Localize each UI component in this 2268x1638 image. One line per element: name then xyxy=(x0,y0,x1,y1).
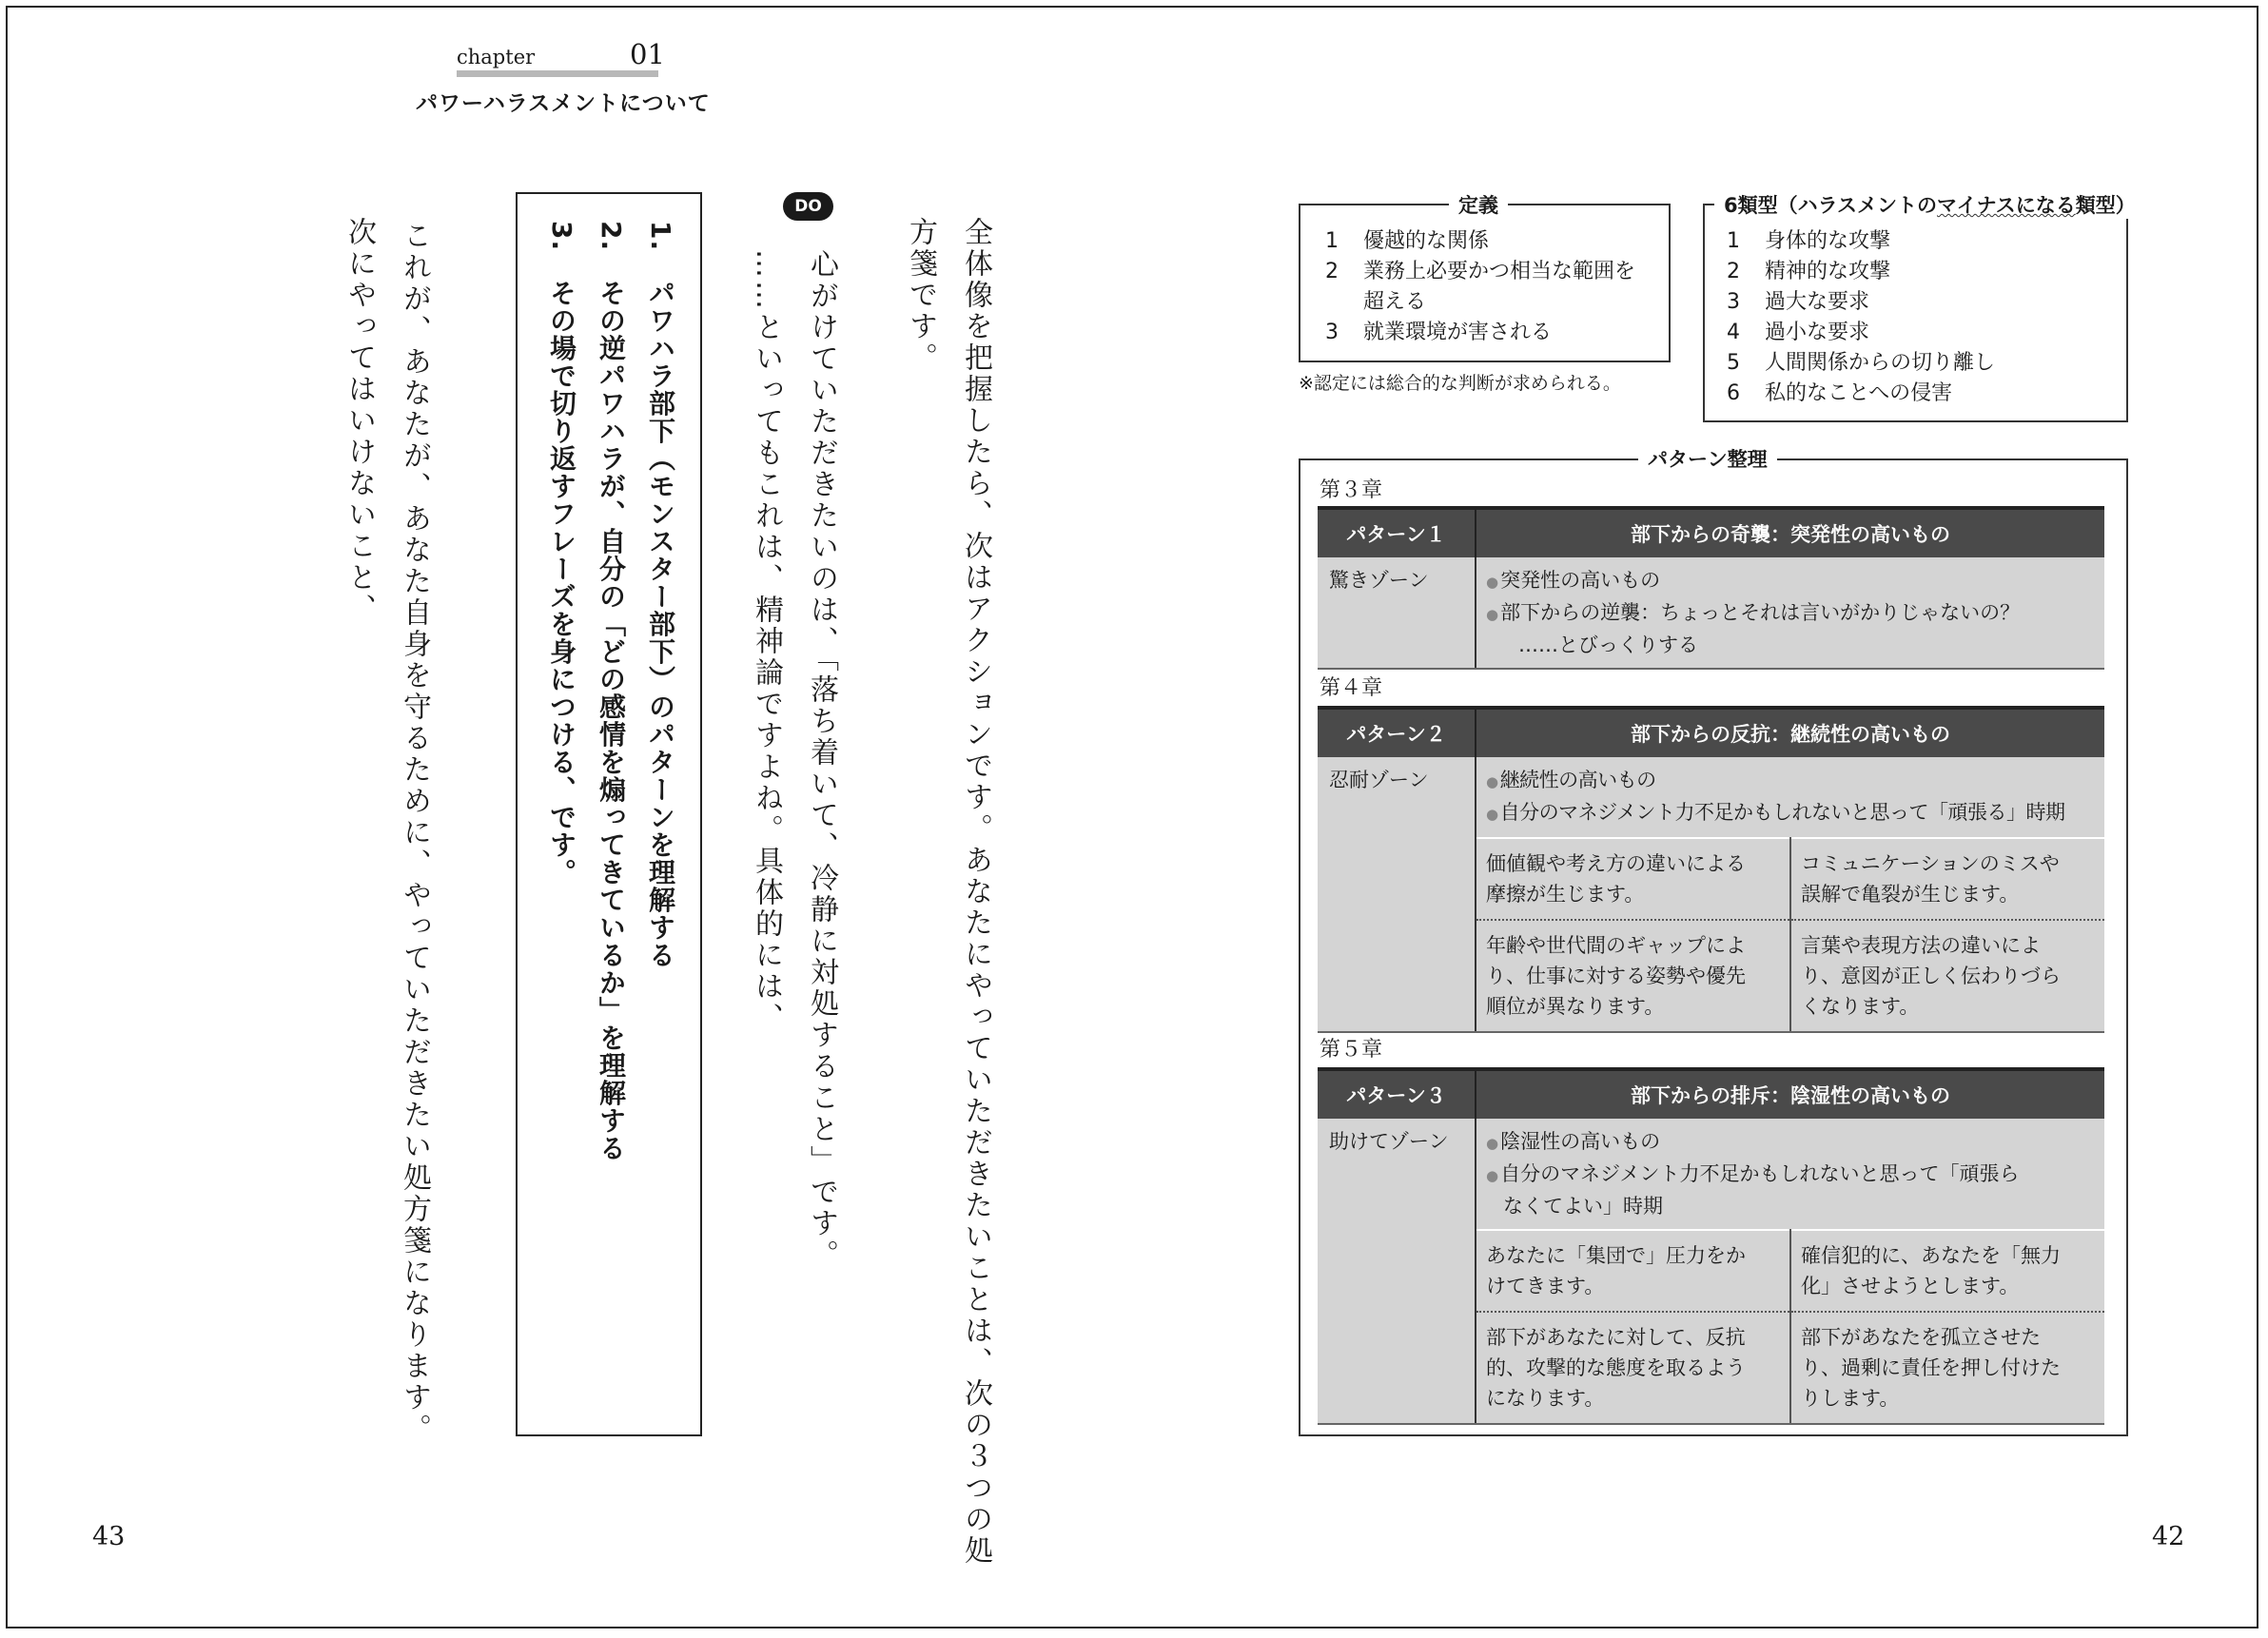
pattern-3-cell-4: 部下があなたを孤立させた り、過剰に責任を押し付けた りします。 xyxy=(1790,1312,2104,1424)
chapter-bar xyxy=(457,70,658,77)
paragraph-3-line-1: これが、あなたが、あなた自身を守るために、やっていただきたい処方箋になります。 xyxy=(398,221,431,1445)
types-item-5: 5 人間関係からの切り離し xyxy=(1727,351,1996,375)
pattern-2-zone: 忍耐ゾーン xyxy=(1318,757,1476,1032)
types-item-1: 1 身体的な攻撃 xyxy=(1727,229,1891,253)
pattern-3-cell-1: あなたに「集団で」圧力をか けてきます。 xyxy=(1476,1230,1790,1312)
pattern-2-bullet-1: ● 継続性の高いもの xyxy=(1486,765,2095,797)
pattern-3-zone: 助けてゾーン xyxy=(1318,1119,1476,1424)
pattern-1-table xyxy=(1318,506,2104,670)
chapter-title: パワーハラスメントについて xyxy=(416,91,711,116)
action-list-item-3: 3. その場で切り返すフレーズを身につける、です。 xyxy=(546,221,577,887)
action-list-item-2: 2. その逆パワハラが、自分の「どの感情を煽ってきているか」を理解する xyxy=(596,221,627,1162)
pattern-1-bullet-2: ● 部下からの逆襲：ちょっとそれは言いがかりじゃないの？ xyxy=(1486,597,2095,630)
do-badge: DO xyxy=(783,192,833,221)
chapter-label: chapter xyxy=(457,46,536,68)
pattern-1-bullet-1: ● 突発性の高いもの xyxy=(1486,565,2095,597)
pattern-2-label: パターン２ xyxy=(1318,708,1476,757)
pattern-1-zone: 驚きゾーン xyxy=(1318,557,1476,669)
page-number-left: 43 xyxy=(92,1522,126,1551)
paragraph-2-line-2: ……といってもこれは、精神論ですよね。具体的には、 xyxy=(750,249,783,1034)
action-list-item-1: 1. パワハラ部下（モンスター部下）のパターンを理解する xyxy=(645,221,676,969)
definition-item-3: 3 就業環境が害される xyxy=(1325,321,1553,344)
types-item-2: 2 精神的な攻撃 xyxy=(1727,260,1891,283)
page-number-right: 42 xyxy=(2152,1522,2185,1551)
pattern-3-label: パターン３ xyxy=(1318,1069,1476,1119)
chapter-number: 01 xyxy=(630,38,665,70)
types-item-6: 6 私的なことへの侵害 xyxy=(1727,381,1953,405)
definition-item-2-cont: 超える xyxy=(1363,290,1427,314)
pattern-2-table xyxy=(1318,706,2104,1033)
pattern-2-cell-3: 年齢や世代間のギャップによ り、仕事に対する姿勢や優先 順位が異なります。 xyxy=(1476,920,1790,1032)
pattern-2-chapter: 第４章 xyxy=(1320,676,1383,700)
pattern-3-chapter: 第５章 xyxy=(1320,1038,1383,1062)
pattern-2-bullet-2: ● 自分のマネジメント力不足かもしれないと思って「頑張る」時期 xyxy=(1486,797,2095,829)
pattern-1-continuation: ……とびっくりする xyxy=(1518,634,1698,656)
pattern-2-heading: 部下からの反抗：継続性の高いもの xyxy=(1476,708,2104,757)
definition-item-1: 1 優越的な関係 xyxy=(1325,229,1490,253)
pattern-1-chapter: 第３章 xyxy=(1320,478,1383,502)
paragraph-1-line-1: 全体像を把握したら、次はアクションです。あなたにやっていただきたいことは、次の３つの処 xyxy=(959,217,992,1567)
pattern-2-cell-1: 価値観や考え方の違いによる 摩擦が生じます。 xyxy=(1476,838,1790,920)
pattern-3-description xyxy=(1476,1119,2104,1230)
action-list xyxy=(537,221,685,1161)
pattern-2-description xyxy=(1476,757,2104,838)
pattern-1-label: パターン１ xyxy=(1318,508,1476,557)
paragraph-3-line-2: 次にやってはいけないこと、 xyxy=(342,217,376,625)
pattern-3-heading: 部下からの排斥：陰湿性の高いもの xyxy=(1476,1069,2104,1119)
paragraph-2-line-1: 心がけていただきたいのは、「落ち着いて、冷静に対処すること」です。 xyxy=(805,249,838,1271)
pattern-3-continuation: なくてよい」時期 xyxy=(1503,1195,1663,1218)
pattern-3-bullet-1: ● 陰湿性の高いもの xyxy=(1486,1126,2095,1159)
pattern-1-description xyxy=(1476,557,2104,669)
pattern-3-cell-3: 部下があなたに対して、反抗 的、攻撃的な態度を取るよう になります。 xyxy=(1476,1312,1790,1424)
pattern-title: パターン整理 xyxy=(1638,444,1777,473)
definition-title: 定義 xyxy=(1449,190,1508,219)
paragraph-2 xyxy=(738,249,849,1271)
pattern-2-cell-4: 言葉や表現方法の違いによ り、意図が正しく伝わりづら くなります。 xyxy=(1790,920,2104,1032)
paragraph-1 xyxy=(892,217,1003,1567)
pattern-3-table xyxy=(1318,1067,2104,1425)
pattern-3-cell-2: 確信犯的に、あなたを「無力 化」させようとします。 xyxy=(1790,1230,2104,1312)
types-item-3: 3 過大な要求 xyxy=(1727,290,1870,314)
pattern-1-heading: 部下からの奇襲：突発性の高いもの xyxy=(1476,508,2104,557)
definition-note: ※認定には総合的な判断が求められる。 xyxy=(1299,373,1621,394)
pattern-3-bullet-2: ● 自分のマネジメント力不足かもしれないと思って「頑張ら xyxy=(1486,1159,2095,1191)
types-title: 6類型（ハラスメントのマイナスになる類型） xyxy=(1714,190,2145,219)
paragraph-3 xyxy=(331,217,441,1445)
types-item-4: 4 過小な要求 xyxy=(1727,321,1870,344)
paragraph-1-line-2: 方箋です。 xyxy=(904,217,937,374)
definition-item-2: 2 業務上必要かつ相当な範囲を xyxy=(1325,260,1636,283)
pattern-2-cell-2: コミュニケーションのミスや 誤解で亀裂が生じます。 xyxy=(1790,838,2104,920)
